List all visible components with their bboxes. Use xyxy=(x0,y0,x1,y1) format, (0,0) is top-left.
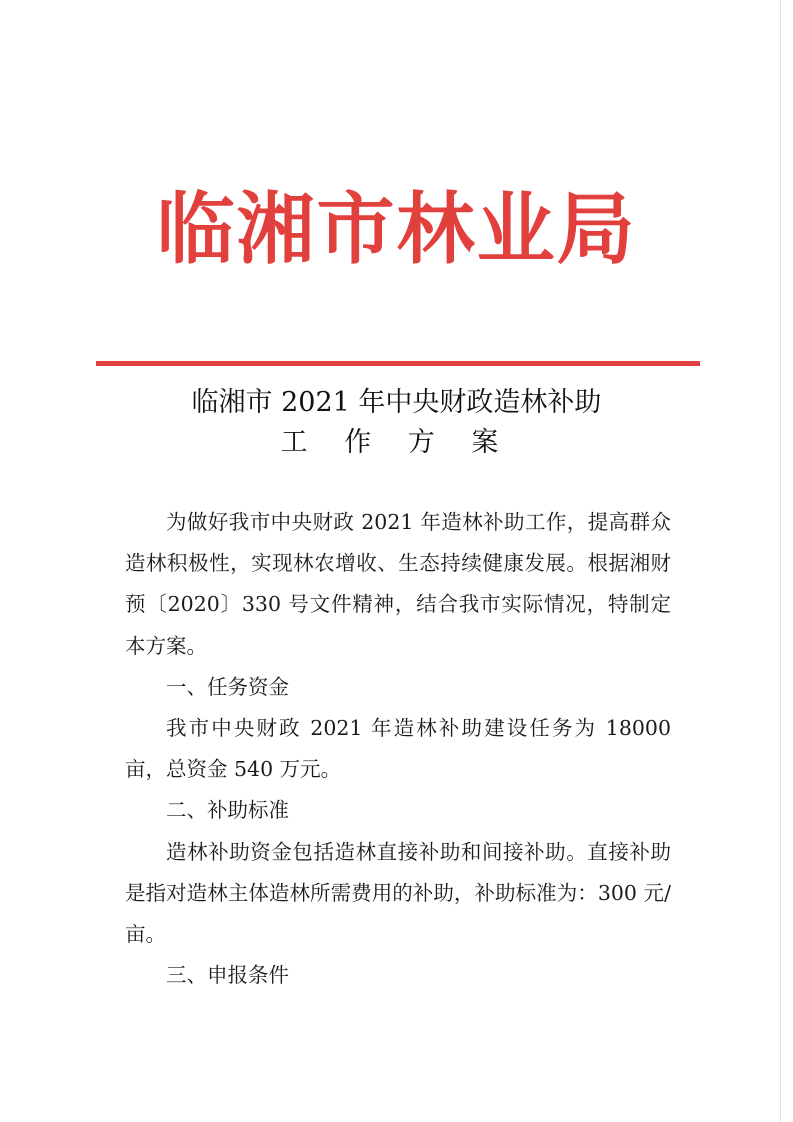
intro-paragraph: 为做好我市中央财政 2021 年造林补助工作，提高群众造林积极性，实现林农增收、生态持续健康发展。根据湘财预〔2020〕330 号文件精神，结合我市实际情况，特制定本方案。 xyxy=(125,510,671,658)
document-title-line-2: 工 作 方 案 xyxy=(280,427,513,458)
section-heading-task-funds: 一、任务资金 xyxy=(166,674,289,699)
section-heading-application-conditions: 三、申报条件 xyxy=(166,963,289,988)
task-funds-paragraph: 我市中央财政 2021 年造林补助建设任务为 18000 亩，总资金 540 万元。 xyxy=(125,716,671,782)
scan-edge-line xyxy=(780,0,781,1122)
issuer-header: 临湘市林业局 xyxy=(156,185,637,275)
document-title-line-1: 临湘市 2021 年中央财政造林补助 xyxy=(191,387,602,418)
section-heading-subsidy-standard: 二、补助标准 xyxy=(166,798,289,823)
document-body xyxy=(125,502,671,996)
subsidy-standard-paragraph: 造林补助资金包括造林直接补助和间接补助。直接补助是指对造林主体造林所需费用的补助，补助标准为：300 元/亩。 xyxy=(125,839,671,947)
red-divider-rule xyxy=(96,361,700,366)
